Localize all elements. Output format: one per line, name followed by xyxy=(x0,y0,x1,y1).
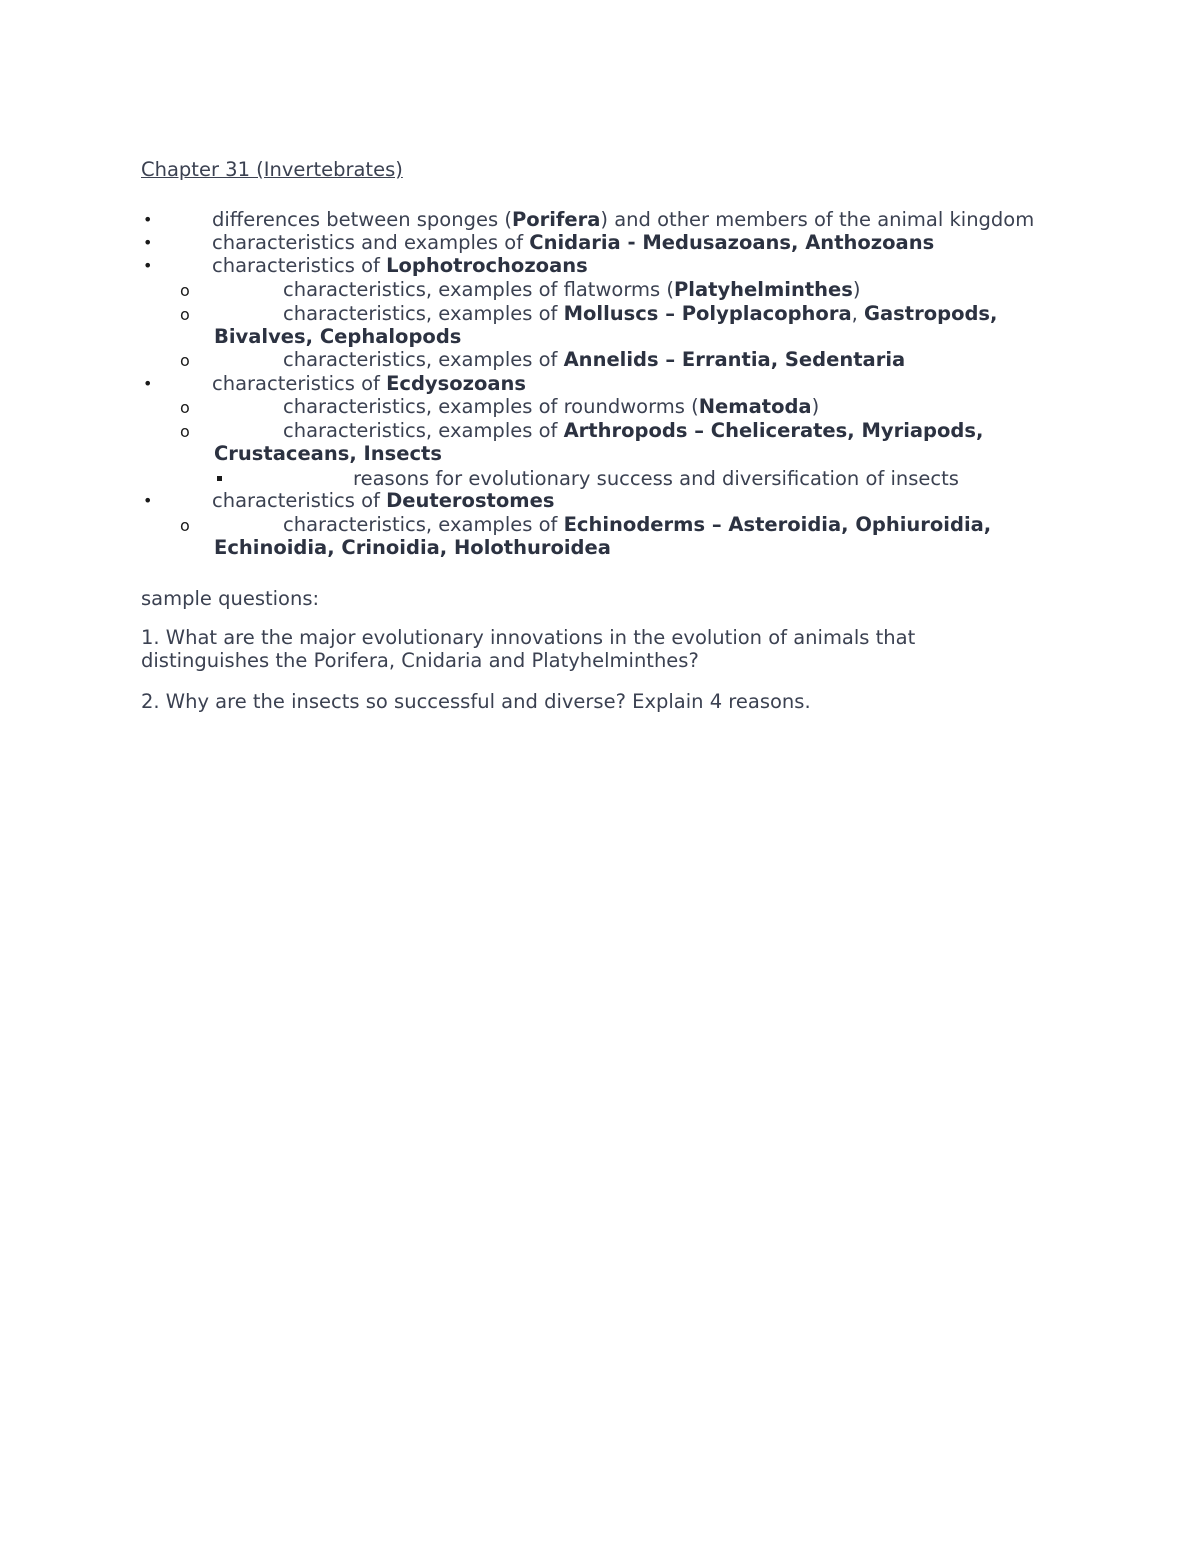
list-item: reasons for evolutionary success and diversification of insects xyxy=(353,467,959,490)
page-title: Chapter 31 (Invertebrates) xyxy=(141,158,403,181)
bullet-disc-icon: • xyxy=(143,491,153,510)
list-item: characteristics, examples of Echinoderms – Asteroidia, Ophiuroidia, xyxy=(283,513,992,536)
list-item: characteristics, examples of roundworms (Nematoda) xyxy=(283,395,820,418)
bullet-circle-icon: o xyxy=(180,351,190,370)
list-item: differences between sponges (Porifera) and other members of the animal kingdom xyxy=(212,208,1035,231)
list-item: characteristics, examples of Arthropods – Chelicerates, Myriapods, xyxy=(283,419,984,442)
list-item: characteristics of Lophotrochozoans xyxy=(212,254,588,277)
bullet-circle-icon: o xyxy=(180,516,190,535)
sample-questions-label: sample questions: xyxy=(141,587,320,610)
list-item: characteristics, examples of Molluscs – Polyplacophora, Gastropods, xyxy=(283,302,998,325)
question-1-line-1: 1. What are the major evolutionary innovations in the evolution of animals that xyxy=(141,626,916,649)
list-item: characteristics of Ecdysozoans xyxy=(212,372,527,395)
bullet-disc-icon: • xyxy=(143,256,153,275)
bullet-disc-icon: • xyxy=(143,233,153,252)
bullet-circle-icon: o xyxy=(180,422,190,441)
list-item: characteristics, examples of Annelids – Errantia, Sedentaria xyxy=(283,348,906,371)
bullet-circle-icon: o xyxy=(180,398,190,417)
bullet-disc-icon: • xyxy=(143,210,153,229)
list-item: characteristics and examples of Cnidaria - Medusazoans, Anthozoans xyxy=(212,231,935,254)
list-item-continuation: Crustaceans, Insects xyxy=(214,442,442,465)
bullet-circle-icon: o xyxy=(180,305,190,324)
list-item-continuation: Bivalves, Cephalopods xyxy=(214,325,462,348)
list-item: characteristics, examples of flatworms (Platyhelminthes) xyxy=(283,278,861,301)
question-2: 2. Why are the insects so successful and diverse? Explain 4 reasons. xyxy=(141,690,811,713)
bullet-circle-icon: o xyxy=(180,281,190,300)
list-item-continuation: Echinoidia, Crinoidia, Holothuroidea xyxy=(214,536,611,559)
list-item: characteristics of Deuterostomes xyxy=(212,489,555,512)
bullet-square-icon xyxy=(217,476,222,481)
bullet-disc-icon: • xyxy=(143,374,153,393)
question-1-line-2: distinguishes the Porifera, Cnidaria and Platyhelminthes? xyxy=(141,649,699,672)
